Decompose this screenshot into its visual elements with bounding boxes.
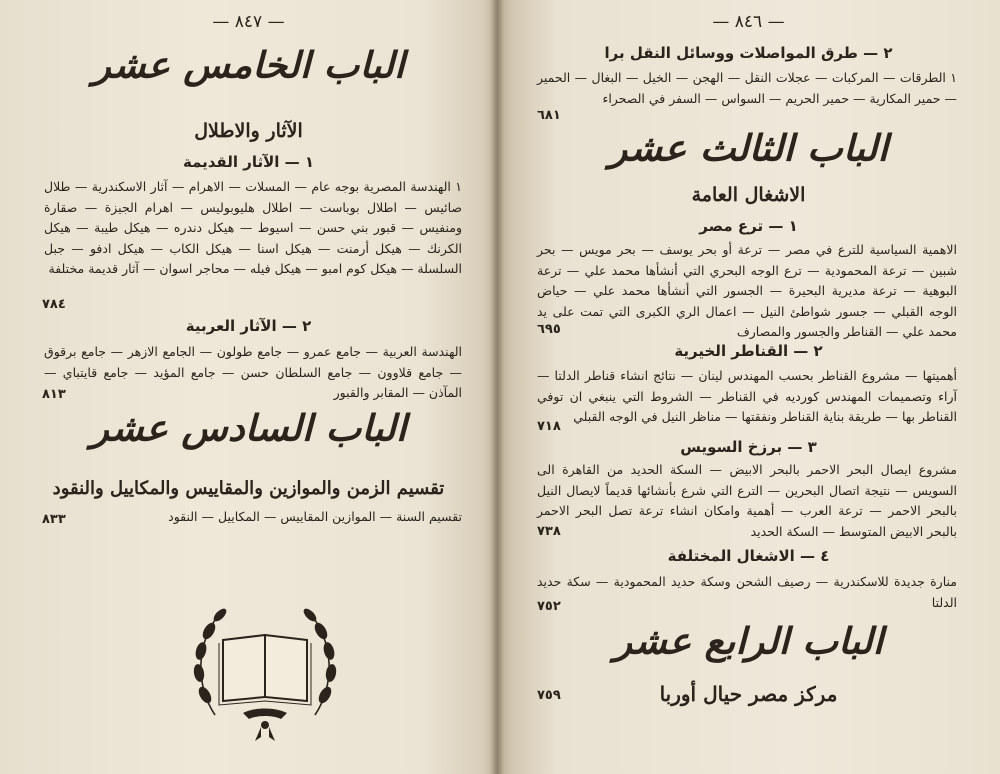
section-arab-monuments-text: الهندسة العربية — جامع عمرو — جامع طولون — الجامع الازهر — جامع برقوق — جامع قلاوون — جامع السلطان حسن — جامع المؤيد — جامع قايتباي — المآذن — المقابر والقبور — [44, 344, 462, 400]
section-barrages-text: أهميتها — مشروع القناطر بحسب المهندس لينان — نتائج انشاء قناطر الدلتا — آراء وتصميمات المهندس كورديه في القناطر — الشروط التي ينبغي ان توفي القناطر بها — طريقة بناية القناطر ونفقتها — مناظر النيل في الوجه القبلي — [537, 368, 957, 424]
section-canals-page: ٦٩٥ — [537, 322, 561, 337]
wreath-book-emblem-icon — [185, 585, 345, 745]
left-page — [0, 0, 497, 774]
section-land-transport-title: ٢ — طرق المواصلات ووسائل النقل برا — [604, 44, 893, 62]
section-suez-page: ٧٣٨ — [537, 524, 561, 539]
chapter-16-heading: الباب السادس عشر — [90, 406, 407, 449]
book-gutter — [490, 0, 504, 774]
section-suez-text: مشروع ايصال البحر الاحمر بالبحر الابيض — السكة الحديد من القاهرة الى السويس — نتيجة اتصال البحرين — الترع التي شرع بأنشائها قديماً لايصال النيل بالبحر الاحمر — ترعة العرب — أهمية وامكان انشاء ترعة تصل البحر الاحمر بالبحر الابيض المتوسط — السكة الحديد — [537, 462, 957, 539]
chapter-15-subtitle: الآثار والاطلال — [194, 120, 303, 142]
section-arab-monuments-title: ٢ — الآثار العربية — [185, 317, 312, 335]
chapter-14-page: ٧٥٩ — [537, 688, 561, 703]
chapter-13-heading: الباب الثالث عشر — [608, 126, 889, 169]
section-land-transport-page: ٦٨١ — [537, 108, 561, 123]
section-suez-title: ٣ — برزخ السويس — [680, 438, 817, 456]
page-number-846: — ٨٤٦ — — [712, 12, 785, 32]
chapter-15-heading: الباب الخامس عشر — [92, 43, 405, 86]
section-ancient-monuments-page: ٧٨٤ — [42, 297, 66, 312]
page-number-847: — ٨٤٧ — — [212, 12, 285, 32]
section-canals-text: الاهمية السياسية للترع في مصر — ترعة أو بحر يوسف — بحر مويس — بحر شبين — ترعة المحمودية — ترع الوجه البحري التي أنشأها محمد علي — ترعة البوهية — ترعة مديرية البحيرة — الجسور التي أنشأها محمد علي — حياض الوجه القبلي — جسور شواطئ النيل — اعمال الري الكبرى التي تمت على يد محمد علي — القناطر والجسور والمصارف — [537, 242, 957, 339]
chapter-16-text: تقسيم السنة — الموازين المقاييس — المكاييل — النقود — [168, 509, 462, 524]
chapter-16-page: ٨٣٣ — [42, 512, 66, 527]
chapter-14-heading: الباب الرابع عشر — [613, 619, 884, 662]
section-misc-works-title: ٤ — الاشغال المختلفة — [667, 547, 830, 565]
section-misc-works-page: ٧٥٢ — [537, 599, 561, 614]
section-canals-title: ١ — ترع مصر — [699, 217, 798, 235]
section-land-transport-text: ١ الطرقات — المركبات — عجلات النقل — الهجن — الخيل — البغال — الحمير — حمير المكارية — حمير الحريم — السواس — السفر في الصحراء — [537, 70, 957, 106]
chapter-14-subtitle: مركز مصر حيال أوربا — [659, 682, 838, 706]
section-arab-monuments-page: ٨١٣ — [42, 387, 66, 402]
chapter-16-subtitle: تقسيم الزمن والموازين والمقاييس والمكاييل والنقود — [52, 478, 445, 499]
section-misc-works-text: منارة جديدة للاسكندرية — رصيف الشحن وسكة حديد المحمودية — سكة حديد الدلتا — [537, 574, 957, 610]
section-ancient-monuments-title: ١ — الآثار القديمة — [182, 153, 315, 171]
section-barrages-page: ٧١٨ — [537, 419, 561, 434]
section-ancient-monuments-text: ١ الهندسة المصرية بوجه عام — المسلات — الاهرام — آثار الاسكندرية — طلال صائيس — اطلال بوباست — اطلال هليوبوليس — اهرام الجيزة — صقارة ومنفيس — قبور بني حسن — اسيوط — هيكل دندره — هيكل طيبة — هيكل الكرنك — هيكل أرمنت — هيكل اسنا — هيكل الكاب — هيكل ادفو — جبل السلسلة — هيكل كوم امبو — هيكل فيله — محاجر اسوان — آثار قديمة مختلفة — [44, 179, 462, 276]
chapter-13-subtitle: الاشغال العامة — [691, 184, 806, 206]
section-barrages-title: ٢ — القناطر الخيرية — [674, 342, 823, 360]
right-page — [497, 0, 1000, 774]
